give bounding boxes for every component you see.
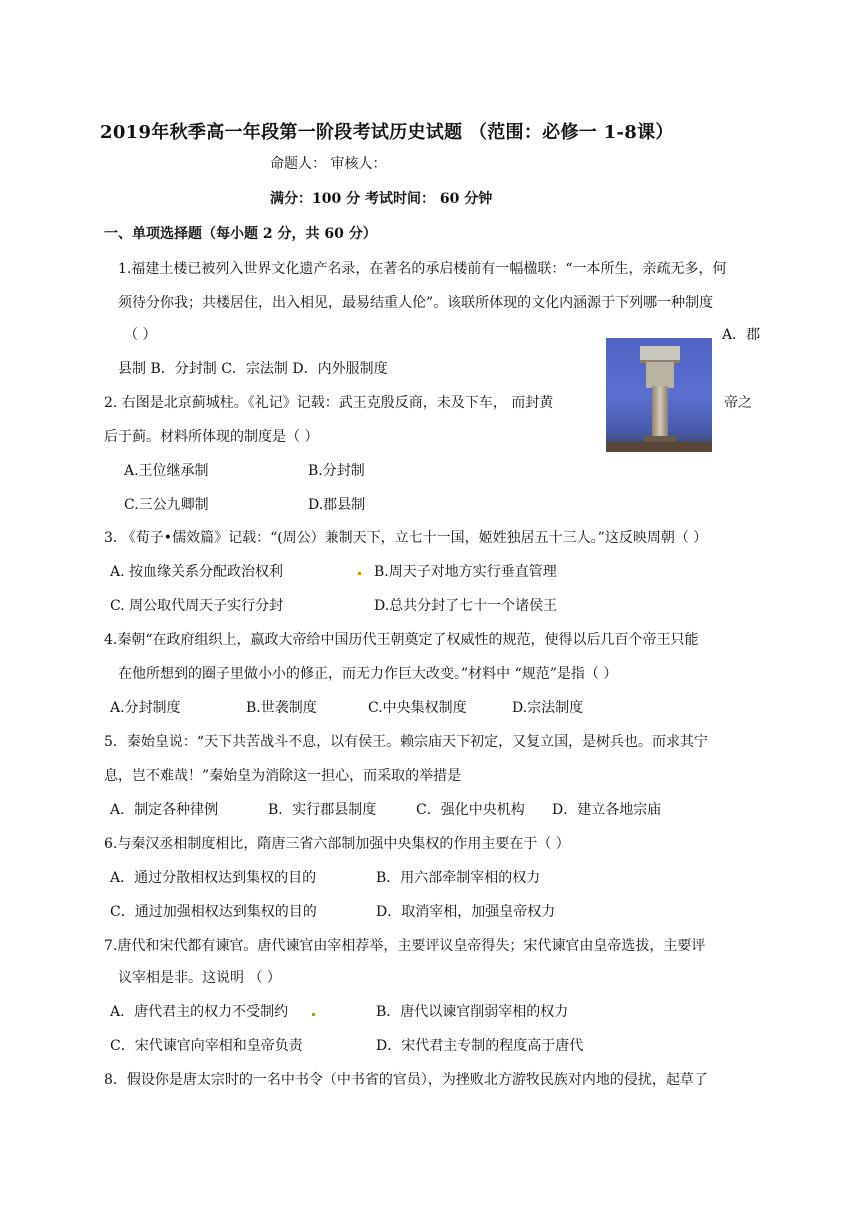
q4-option-b: B.世袭制度 [246, 700, 317, 716]
q3-option-c: C. 周公取代周天子实行分封 [110, 598, 284, 614]
q7-option-c: C．宋代谏官向宰相和皇帝负责 [110, 1038, 303, 1054]
q2-line-1: 2. 右图是北京蓟城柱。《礼记》记载：武王克殷反商，未及下车， 而封黄 [104, 395, 554, 411]
q6-option-a: A．通过分散相权达到集权的目的 [110, 870, 317, 886]
yellow-mark-2 [312, 1013, 315, 1016]
q5-line-2: 息，岂不难哉！”秦始皇为消除这一担心，而采取的举措是 [104, 768, 462, 784]
q6-option-c: C．通过加强相权达到集权的目的 [110, 904, 317, 920]
q1-line-3: （ ） [124, 327, 157, 343]
author-line: 命题人： 审核人： [270, 156, 387, 172]
q2-option-b: B.分封制 [308, 463, 365, 479]
pillar-photo [606, 338, 712, 452]
q5-option-d: D．建立各地宗庙 [552, 802, 662, 818]
q6-option-d: D．取消宰相，加强皇帝权力 [376, 904, 556, 920]
q2-line-3: 后于蓟。材料所体现的制度是（ ） [104, 429, 319, 445]
q7-option-a: A．唐代君主的权力不受制约 [110, 1004, 289, 1020]
q2-option-a: A.王位继承制 [124, 463, 209, 479]
q2-option-c: C.三公九卿制 [124, 497, 209, 513]
yellow-mark-1 [358, 572, 361, 575]
pillar-cap-icon [640, 346, 680, 363]
section-heading: 一、单项选择题（每小题 2 分，共 60 分） [104, 226, 377, 242]
q1-line-1: 1.福建土楼已被列入世界文化遗产名录，在著名的承启楼前有一幅楹联：“一本所生，亲疏无多，何 [118, 261, 727, 277]
q5-option-c: C．强化中央机构 [416, 802, 525, 818]
q3-line-1: 3. 《荀子•儒效篇》记载：“(周公）兼制天下，立七十一国，姬姓独居五十三人。”这反映周朝（ ） [104, 530, 708, 546]
q5-line-1: 5．秦始皇说：“天下共苦战斗不息，以有侯王。赖宗庙天下初定，又复立国，是树兵也。而求其宁 [104, 734, 709, 750]
q4-option-a: A.分封制度 [110, 700, 181, 716]
exam-title: 2019年秋季高一年段第一阶段考试历史试题 （范围：必修一 1-8课） [100, 122, 674, 143]
q4-option-c: C.中央集权制度 [368, 700, 467, 716]
q3-option-b: B.周天子对地方实行垂直管理 [374, 564, 557, 580]
q2-option-d: D.郡县制 [308, 497, 366, 513]
q3-option-d: D.总共分封了七十一个诸侯王 [374, 598, 558, 614]
q4-option-d: D.宗法制度 [512, 700, 584, 716]
q4-line-1: 4.秦朝“在政府组织上，嬴政大帝给中国历代王朝奠定了权威性的规范，使得以后几百个帝王只能 [104, 632, 699, 648]
score-line: 满分：100 分 考试时间： 60 分钟 [270, 191, 493, 207]
q7-option-d: D．宋代君主专制的程度高于唐代 [376, 1038, 584, 1054]
q4-line-2: 在他所想到的圈子里做小小的修正，而无力作巨大改变。”材料中 “规范”是指（ ） [118, 666, 618, 682]
q1-options: 县制 B．分封制 C．宗法制 D．内外服制度 [118, 361, 388, 377]
q7-line-2: 议宰相是非。这说明 （ ） [118, 970, 281, 986]
q7-line-1: 7.唐代和宋代都有谏官。唐代谏官由宰相荐举，主要评议皇帝得失；宋代谏官由皇帝选拔，主要评 [104, 938, 706, 954]
q6-option-b: B．用六部牵制宰相的权力 [376, 870, 541, 886]
q2-line-2: 帝之 [724, 395, 752, 411]
q6-line-1: 6.与秦汉丞相制度相比，隋唐三省六部制加强中央集权的作用主要在于（ ） [104, 836, 570, 852]
q8-line-1: 8．假设你是唐太宗时的一名中书令（中书省的官员），为挫败北方游牧民族对内地的侵扰，起草了 [104, 1072, 708, 1088]
q7-option-b: B．唐代以谏官削弱宰相的权力 [376, 1004, 569, 1020]
q1-line-4: A．郡 [722, 327, 761, 343]
q1-line-2: 须待分你我；共楼居住，出入相见，最易结重人伦”。该联所体现的文化内涵源于下列哪一种制度 [118, 295, 714, 311]
q3-option-a: A. 按血缘关系分配政治权利 [110, 564, 284, 580]
q5-option-a: A．制定各种律例 [110, 802, 219, 818]
q5-option-b: B．实行郡县制度 [268, 802, 377, 818]
